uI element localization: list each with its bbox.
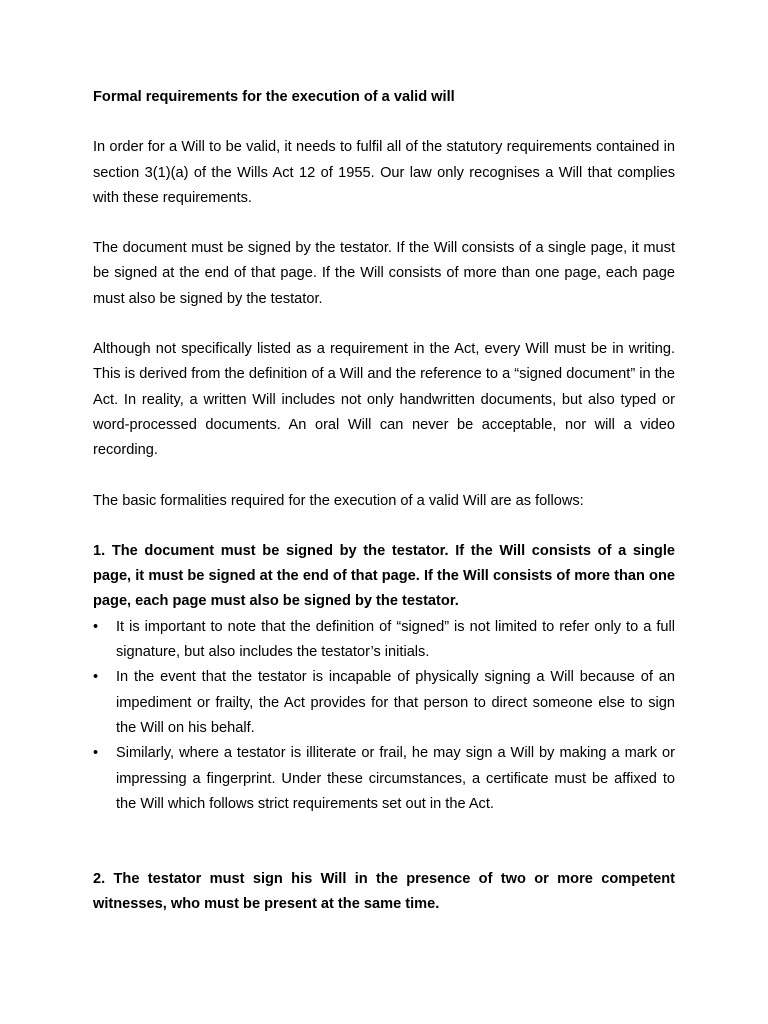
document-page bbox=[93, 85, 675, 918]
bullet-text: Similarly, where a testator is illiterate or frail, he may sign a Will by making a mark or impressing a fingerprint. Under these circumstances, a certificate must be affixed to the Will which follows strict requirements set out in the Act. bbox=[116, 745, 675, 812]
bullet-item bbox=[93, 615, 675, 666]
bullet-icon: • bbox=[93, 618, 99, 635]
bullet-icon: • bbox=[93, 745, 99, 762]
bullet-item bbox=[93, 741, 675, 817]
paragraph-statutory-requirements: In order for a Will to be valid, it needs to fulfil all of the statutory requirements contained in section 3(1)(a) of the Wills Act 12 of 1955. Our law only recognises a Will that complies with these requirements. bbox=[93, 139, 675, 206]
document-heading: Formal requirements for the execution of a valid will bbox=[93, 89, 455, 105]
point-2-title: 2. The testator must sign his Will in the presence of two or more competent witnesses, who must be present at the same time. bbox=[93, 871, 675, 913]
bullet-item bbox=[93, 665, 675, 741]
bullet-text: In the event that the testator is incapable of physically signing a Will because of an impediment or frailty, the Act provides for that person to direct someone else to sign the Will on his behalf. bbox=[116, 669, 675, 736]
paragraph-signature-requirement: The document must be signed by the testator. If the Will consists of a single page, it must be signed at the end of that page. If the Will consists of more than one page, each page must also be signed by the testator. bbox=[93, 240, 675, 307]
point-1-bullet-list bbox=[93, 615, 675, 817]
bullet-icon: • bbox=[93, 669, 99, 686]
formalities-intro: The basic formalities required for the execution of a valid Will are as follows: bbox=[93, 492, 584, 509]
point-1-title: 1. The document must be signed by the testator. If the Will consists of a single page, it must be signed at the end of that page. If the Will consists of more than one page, each page must also be signed by the testator. bbox=[93, 542, 675, 610]
paragraph-written-requirement: Although not specifically listed as a requirement in the Act, every Will must be in writing. This is derived from the definition of a Will and the reference to a “signed document” in the Act. In reality, a written Will includes not only handwritten documents, but also typed or word-processed documents. An oral Will can never be acceptable, nor will a video recording. bbox=[93, 341, 675, 459]
bullet-text: It is important to note that the definition of “signed” is not limited to refer only to a full signature, but also includes the testator’s initials. bbox=[116, 618, 675, 661]
